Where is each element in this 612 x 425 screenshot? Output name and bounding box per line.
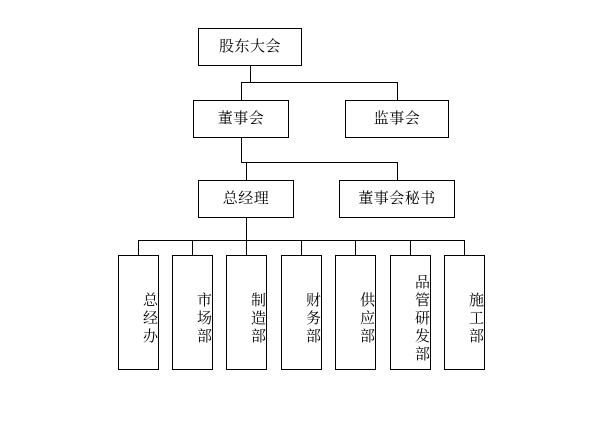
node-quality-rd[interactable]	[390, 255, 431, 370]
connector-gm-down	[246, 218, 247, 240]
node-finance[interactable]	[281, 255, 322, 370]
connector-supervisors-stub	[397, 82, 398, 100]
node-label: 监事会	[373, 110, 421, 128]
node-label: 董事会秘书	[358, 190, 436, 208]
node-label: 供应部	[358, 291, 375, 346]
connector-secretary-stub	[397, 162, 398, 180]
connector-dept-stub-2	[192, 240, 193, 255]
node-manufacturing[interactable]	[226, 255, 267, 370]
node-label: 施工部	[467, 291, 484, 346]
node-label: 董事会	[217, 110, 265, 128]
node-shareholders[interactable]	[198, 28, 302, 66]
node-board[interactable]	[193, 100, 289, 138]
connector-dept-stub-5	[355, 240, 356, 255]
node-label: 总经理	[222, 190, 270, 208]
connector-board-stub	[241, 82, 242, 100]
node-label: 股东大会	[218, 38, 281, 56]
connector-dept-stub-3	[246, 240, 247, 255]
connector-dept-stub-4	[301, 240, 302, 255]
connector-gm-level-bus	[241, 162, 397, 163]
node-label: 财务部	[304, 291, 321, 346]
node-construction[interactable]	[444, 255, 485, 370]
connector-board-down	[241, 138, 242, 162]
node-label: 制造部	[249, 291, 266, 346]
node-marketing[interactable]	[172, 255, 213, 370]
node-supervisors[interactable]	[345, 100, 449, 138]
node-label: 总经办	[141, 291, 158, 346]
node-gm-office[interactable]	[118, 255, 159, 370]
connector-board-level-bus	[241, 82, 397, 83]
node-label: 品管研发部	[413, 273, 430, 364]
node-board-secretary[interactable]	[339, 180, 455, 218]
connector-gm-stub	[246, 162, 247, 180]
connector-dept-stub-6	[410, 240, 411, 255]
connector-dept-stub-1	[138, 240, 139, 255]
node-label: 市场部	[195, 291, 212, 346]
connector-dept-stub-7	[464, 240, 465, 255]
node-supply[interactable]	[335, 255, 376, 370]
node-general-manager[interactable]	[198, 180, 294, 218]
connector-shareholders-down	[250, 66, 251, 82]
